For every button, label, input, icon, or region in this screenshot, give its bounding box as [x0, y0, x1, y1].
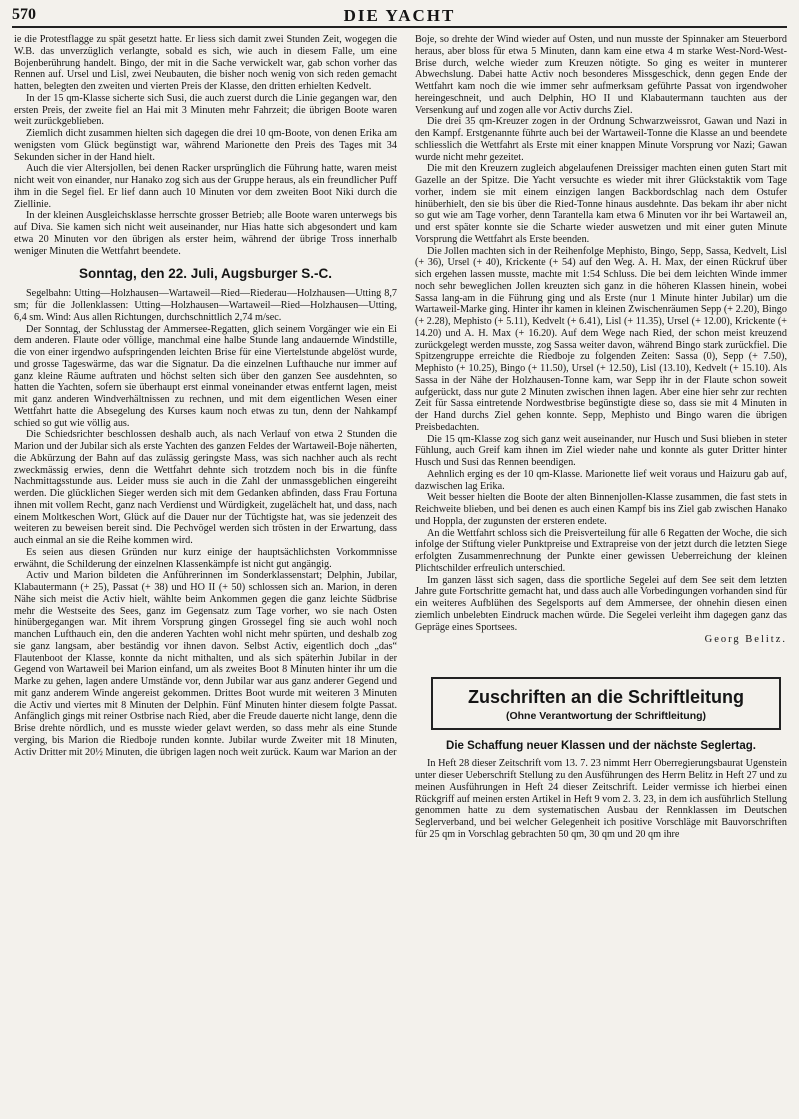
paragraph: In der 15 qm-Klasse sicherte sich Susi, die auch zuerst durch die Linie gegangen war, den ersten Preis, der zweite fiel an Hai mit 3 Minuten mehr Fahrzeit; die übrigen Boote waren weit zurückgeblieben. [14, 92, 397, 128]
paragraph: Ziemlich dicht zusammen hielten sich dagegen die drei 10 qm-Boote, von denen Erika am wenigsten vom Glück begünstigt war, während Marionette den Preis des Tages mit 34 Sekunden sicher in der Hand hielt. [14, 128, 397, 163]
paragraph: Boje, so drehte der Wind wieder auf Osten, und nun musste der Spinnaker am Steuerbord heraus, aber bloss für etwa 5 Minuten, dann kam eine etwa 4 m starke West-Nord-West-Brise durch, welche wieder zum Kreuzen nötigte. So ging es weiter in munterer Abwechslung. Dabei hatte Activ noch besonderes Missgeschick, denn gegen Ende der Wettfahrt kam noch die wie immer sehr aufmerksam geführte Passat von irgendwoher hereingeschneit, und auch Delphin, HO II und Klabautermann tauchten aus der Versenkung auf und zogen alle vor Activ durchs Ziel. [415, 34, 787, 116]
right-column [415, 34, 787, 1114]
paragraph: Auch die vier Altersjollen, bei denen Racker ursprünglich die Führung hatte, waren meist nicht weit von einander, nur Hanako zog sich aus der Gruppe heraus, als ein freundlicher Puff ihm in die Segel fiel. Er lief dann auch 10 Minuten vor dem zweiten Boot Niki durch die Ziellinie. [14, 163, 397, 210]
paragraph: Weit besser hielten die Boote der alten Binnenjollen-Klasse zusammen, die fast stets in Reichweite blieben, und bei denen es auch einen Kampf bis ins Ziel gab zwischen Hanako und Hoppla, der zugunsten der ersteren endete. [415, 492, 787, 527]
paragraph: Es seien aus diesen Gründen nur kurz einige der hauptsächlichsten Vorkommnisse erwähnt, die Schilderung der einzelnen Klassenkämpfe ist nicht gut angängig. [14, 546, 397, 570]
paragraph: Activ und Marion bildeten die Anführerinnen im Sonderklassenstart; Delphin, Jubilar, Klabautermann (+ 25), Passat (+ 38) und HO II (+ 50) schlossen sich an. Marion, in deren Nähe sich meist die Activ hielt, wählte beim Ankommen gegen die ganz leichte Südbrise mehr die Westseite des Sees, ganz im Gegensatz zum Tage vorher, wo sie nach Osten hinübergegangen war. Mit ihrem Vorsprung gingen Grossegel fing sie auch wohl noch manchen Lufthauch ein, den die anderen Yachten wohl nicht mehr spürten, und deshalb zog sie ganz langsam, aber beständig vor ihnen davon. Selbst Activ, eigentlich doch „das“ Flautenboot der Klasse, konnte da nicht mithalten, und als sich späterhin Jubilar in der Gegend von Wartaweil bei Marion einfand, um als zweites Boot 8 Minuten hinter ihr um die Marke zu gehen, lagen andere Umstände vor, denn Jubilar war aus ganz anderer Gegend und mit ganz anderem Winde angereist gekommen. Drittes Boot wurde mit weiteren 3 Minuten die Activ und viertes mit 8 Minuten der Delphin. Fünf Minuten hinter diesem folgte Passat. Anfänglich gings mit reiner Ostbrise nach Ried, aber die Freude dauerte nicht lange, denn die Brise drehte nördlich, und es musste wieder gelavt werden, so dass mehr als eine Stunde verging, bis Marion die Riedboje runden konnte. Jubilar wurde Zweiter mit 18 Minuten, Activ Dritter mit 20½ Minuten, die übrigen lagen noch weit zurück. Kaum war Marion an der [14, 570, 397, 758]
paragraph: An die Wettfahrt schloss sich die Preisverteilung für alle 6 Regatten der Woche, die sich infolge der Stiftung vieler Punktpreise und Extrapreise von der jetzt durch die letzten Siege erfolgten Zusammenrechnung der Punkte einer gewissen Ueberreichung der kleinen Plichtschilder erfreulich unterschied. [415, 527, 787, 574]
box-title: Zuschriften an die Schriftleitung [467, 687, 745, 708]
paragraph: Die 15 qm-Klasse zog sich ganz weit auseinander, nur Husch und Susi blieben in steter Fühlung, auch Greif kam ihnen im Ziel wieder nahe und konnte als guter Dritter hinter Husch und Susi das Rennen beendigen. [415, 433, 787, 468]
journal-title: DIE YACHT [343, 6, 456, 25]
author-signature: Georg Belitz. [704, 634, 787, 646]
paragraph: Die drei 35 qm-Kreuzer zogen in der Ordnung Schwarzweissrot, Gawan und Nazi in den Kampf. Erstgenannte führte auch bei der Wartaweil-Tonne die Klasse an und beendete schliesslich die Wettfahrt als Erste mit einer knappen Minute Vorsprung vor Nazi; Gawan wurde nicht mehr gezeitet. [415, 116, 787, 163]
section-heading: Sonntag, den 22. Juli, Augsburger S.-C. [78, 266, 333, 282]
paragraph: Die mit den Kreuzern zugleich abgelaufenen Dreissiger machten einen guten Start mit Gazelle an der Spitze. Die Yacht versuchte es wieder mit ihrer Glückstaktik vom Tage vorher, indem sie mit einem einzigen langen Backbordschlag nach dem Ostufer hinüberhielt, den sie bis über die Ried-Tonne hinaus ausdehnte. Das bekam ihr aber nicht so gut wie am Tage vorher, denn Tarantella kam etwa 6 Minuten vor ihr bei Wartaweil an, und erst später konnte sie die Scharte wieder auswetzen und mit einer guten Minute Vorsprung die Wettfahrt als Erste beenden. [415, 163, 787, 245]
paragraph: Segelbahn: Utting—Holzhausen—Wartaweil—Ried—Riederau—Holzhausen—Utting 8,7 sm; für die Jollenklassen: Utting—Holzhausen—Wartaweil—Ried—Holzhausen—Utting, 6,4 sm. Wind: Aus allen Richtungen, durchschnittlich 2,74 m/sec. [14, 288, 397, 323]
page-number: 570 [12, 6, 36, 23]
paragraph: In der kleinen Ausgleichsklasse herrschte grosser Betrieb; alle Boote waren unterwegs bis auf Diva. Sie kamen sich nicht weit auseinander, nur Hias hatte sich abgesondert und kam etwa 20 Minuten vor den übrigen als erster heim, während der übrige Tross innerhalb weniger Minuten die Wettfahrt beendete. [14, 210, 397, 257]
box-subtitle: (Ohne Verantwortung der Schriftleitung) [505, 710, 707, 723]
header-rule [12, 26, 787, 28]
section-box [431, 677, 781, 730]
paragraph: Der Sonntag, der Schlusstag der Ammersee-Regatten, glich seinem Vorgänger wie ein Ei dem anderen. Flaute oder völlige, manchmal eine halbe Stunde lang andauernde Windstille, die von einer irgendwo aufspringenden leichten Brise für eine Viertelstunde abgelöst wurde, und grosse Tageswärme, das war die Signatur. Da die einzelnen Lufthauche nur immer auf ganz kleine Räume auftraten und höchst selten sich über den ganzen See ausdehnten, so hatten die Yachten, sofern sie überhaupt erst einmal voneinander etwas entfernt lagen, meist mit ganz anderen Windverhältnissen zu rechnen, und mit dem eigentlichen Wesen einer Wettfahrt hatte die Absegelung des Kurses kaum noch etwas zu tun, denn der Nahkampf schied so gut wie völlig aus. [14, 323, 397, 429]
paragraph: Die Jollen machten sich in der Reihenfolge Mephisto, Bingo, Sepp, Sassa, Kedvelt, Lisl (+ 36), Ursel (+ 40), Krickente (+ 54) auf den Weg. A. H. Max, der einen Rückruf über sich ergehen lassen musste, machte mit 1:54 Schluss. Die bei dem leichten Winde immer noch sehr beweglichen Jollen kreuzten sich ganz in die höheren Klassen hinein, wobei Sassa lang-am in die Führung ging und als Erste (nur 1 Minute hinter Jubilar) um die Wartaweil-Marke ging. Hinter ihr kamen in kleinen Zwischenräumen Sepp (+ 2.20), Bingo (+ 2.28), Mephisto (+ 5.11), Kedvelt (+ 6.41), Lisl (+ 11.35), Ursel (+ 12.00), Krickente (+ 14.20) und A. H. Max (+ 16.20). Auf dem Wege nach Ried, der schon meist kreuzend zurückgelegt werden musste, zog Sassa weiter davon, während Bingo stark zurückfiel. Die Spitzengruppe erreichte die Riedboje zu folgenden Zeiten: Sassa (0), Sepp (+ 7.50), Mephisto (+ 10.25), Bingo (+ 11.50), Ursel (+ 12.50), Lisl (13.10), Kedvelt (+ 15.10). Als Sassa in der Nähe der Holzhausen-Tonne kam, war Sepp ihr in der Flaute schon soweit aufgerückt, dass nur gute 2 Minuten zwischen ihnen lagen. Aber eine hier sehr zur rechten Zeit für Sassa eintretende Nordwestbrise begünstigte diese so, dass sie mit 4 Minuten in der Hand durchs Ziel gehen konnte. Sepp, Mephisto und Bingo waren die übrigen Preisbedachten. [415, 245, 787, 433]
article-heading: Die Schaffung neuer Klassen und der nächste Seglertag. [446, 740, 756, 753]
paragraph: Im ganzen lässt sich sagen, dass die sportliche Segelei auf dem See seit dem letzten Jahre gute Fortschritte gemacht hat, und dass auch alle Vorbedingungen vorhanden sind für ein weiteres Aufblühen des Segelsports auf dem Ammersee, der ohnehin diesen einen ziemlich unbelebten Eindruck machen würde. Die Segelei verleiht ihm dagegen ganz das Gepräge eines Sportsees. [415, 574, 787, 633]
paragraph: Aehnlich erging es der 10 qm-Klasse. Marionette lief weit voraus und Haizuru gab auf, dazwischen lag Erika. [415, 468, 787, 492]
left-column [14, 34, 397, 1114]
paragraph: In Heft 28 dieser Zeitschrift vom 13. 7. 23 nimmt Herr Oberregierungsbaurat Ugenstein unter dieser Ueberschrift Stellung zu den Ausführungen des Herrn Belitz in Heft 27 und zu meinen Ausführungen in Heft 24 dieser Zeitschrift. Leider vermisse ich hierbei einen Rückgriff auf meinen ersten Artikel in Heft 9 vom 2. 3. 23, in dem ich ausführlich Stellung genommen hatte zu dem systematischen Ausbau der Rennklassen im Deutschen Seglerverband, und bei welcher Gelegenheit ich positive Vorschläge mit Bauvorschriften für 25 qm in Vorschlag gebrachten 50 qm, 30 qm und 20 qm ihre [415, 758, 787, 840]
paragraph: Die Schiedsrichter beschlossen deshalb auch, als nach Verlauf von etwa 2 Stunden die Marion und der Jubilar sich als erste Yachten des ganzen Feldes der Wartaweil-Boje näherten, die Abkürzung der Bahn auf das zulässig geringste Mass, was sich nachher auch als recht zweckmässig erwies, denn die Wettfahrt dehnte sich trotzdem noch bis in die fünfte Nachmittagsstunde aus. Leider muss sie auch in die Zahl der unmassgeblichen eingereiht werden. Die glücklichen Sieger werden sich mit dem Gedanken abfinden, dass Frau Fortuna ihnen mit vollem Recht, ganz nach Verdienst und Würdigkeit, zugelächelt hat, und dass, nach einem Moltkeschen Wort, Glück auf die Dauer nur der Tüchtigste hat, was sie jedenzeit des weiteren zu beweisen bereit sind. Die Pechvögel werden sich trösten in der Erwartung, dass auch einmal an sie die Reihe kommen wird. [14, 429, 397, 546]
page-header [12, 6, 787, 28]
paragraph: ie die Protestflagge zu spät gesetzt hatte. Er liess sich damit zwei Stunden Zeit, wogegen die W.B. das unverzüglich verlangte, sobald es sich, wie auch in diesem Falle, um eine Bojenberührung handelt. Bingo, der mit in die Sache verwickelt war, gab schon vorher das Rennen auf. Ursel und Lisl, zwei Neubauten, die bisher noch wenig von sich reden gemacht hatten, belegten den zweiten und vierten Preis der Klasse, den dritten erhielten Kedvelt. [14, 34, 397, 92]
